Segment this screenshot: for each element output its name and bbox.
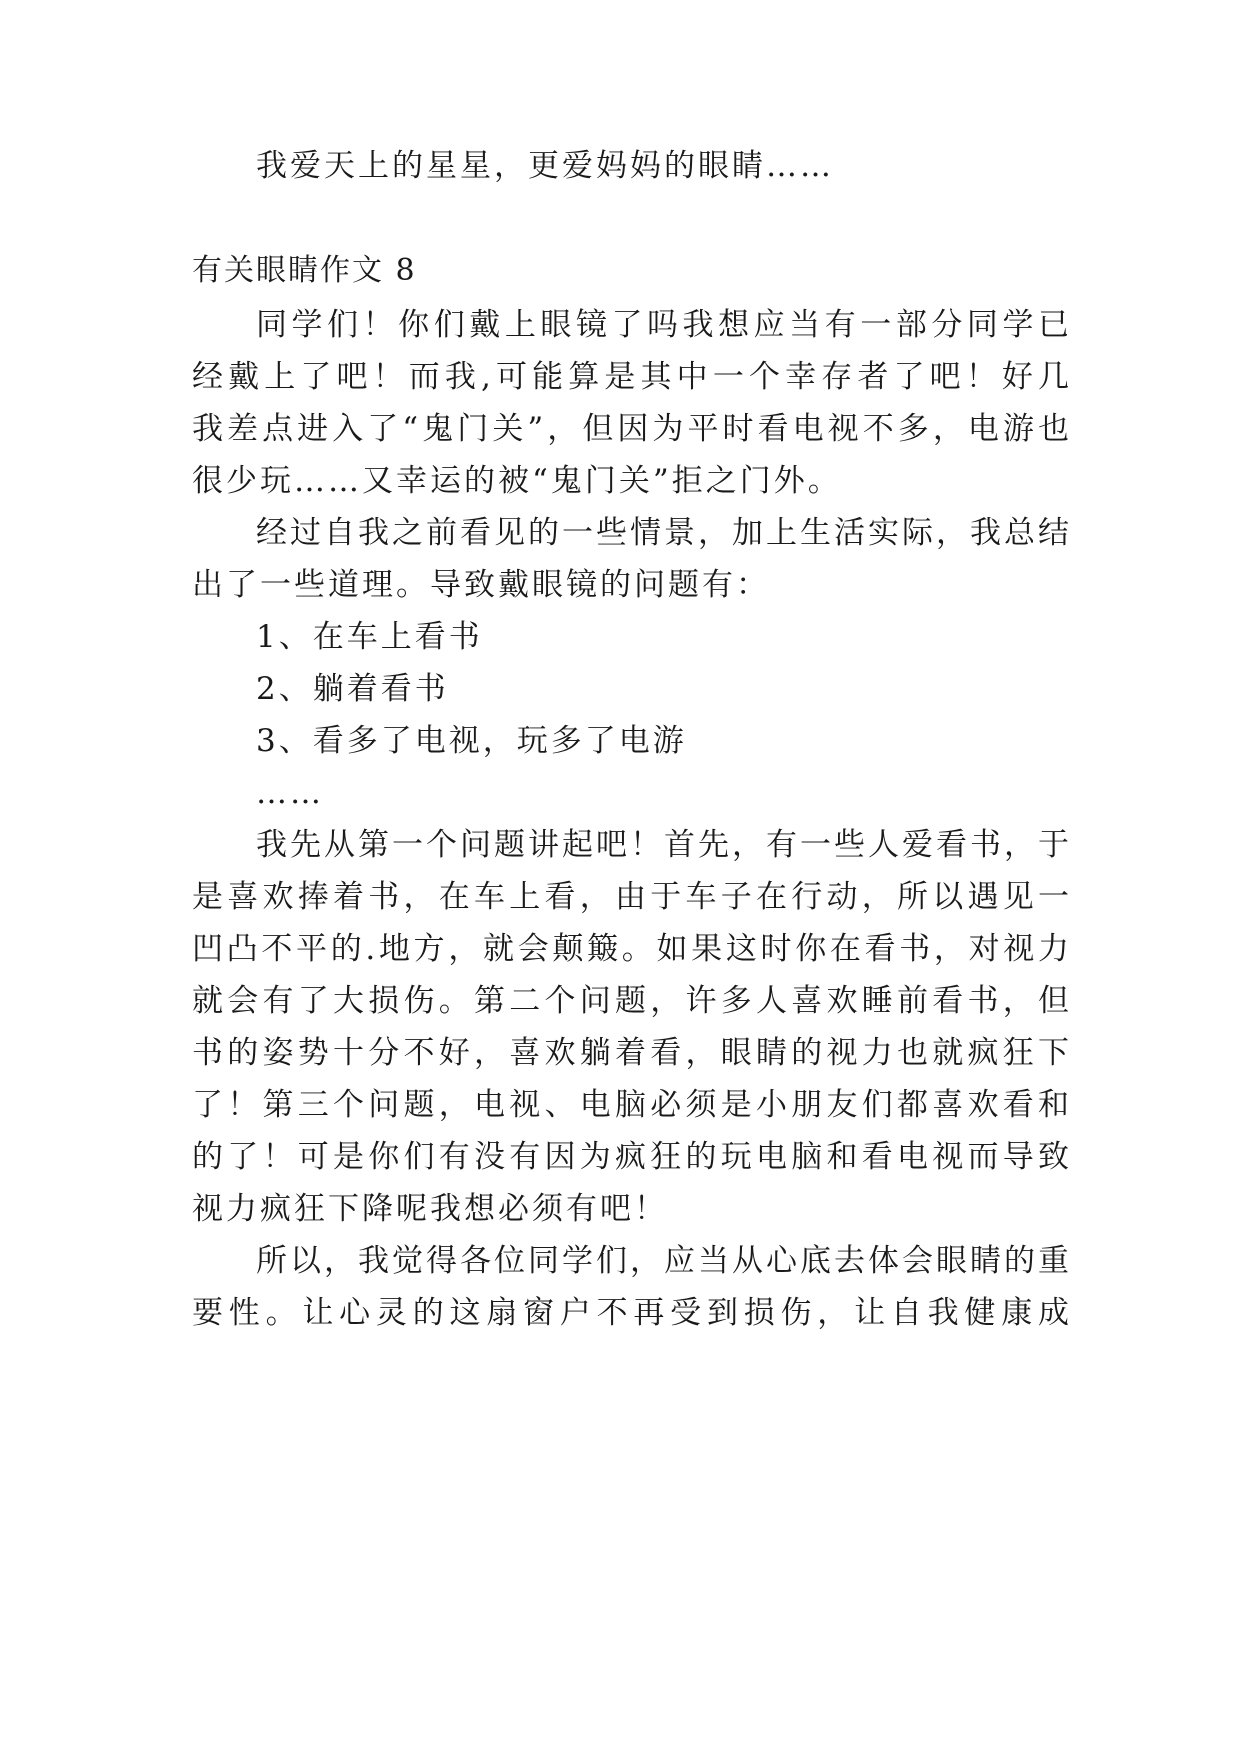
paragraph-1-line-2: 经戴上了吧！而我,可能算是其中一个幸存者了吧！好几 (192, 359, 1072, 395)
paragraph-3-line-5: 书的姿势十分不好，喜欢躺着看，眼睛的视力也就疯狂下 (192, 1035, 1072, 1071)
list-item: 2、躺着看书 (256, 671, 449, 707)
closing-line: 我爱天上的星星，更爱妈妈的眼睛…… (256, 148, 834, 184)
paragraph-3-line-2: 是喜欢捧着书，在车上看，由于车子在行动，所以遇见一 (192, 879, 1072, 915)
paragraph-3-line-3: 凹凸不平的.地方，就会颠簸。如果这时你在看书，对视力 (192, 931, 1072, 967)
paragraph-2-line-2: 出了一些道理。导致戴眼镜的问题有： (192, 567, 770, 603)
paragraph-3-line-1: 我先从第一个问题讲起吧！首先，有一些人爱看书，于 (256, 827, 1072, 863)
paragraph-3-line-6: 了！第三个问题，电视、电脑必须是小朋友们都喜欢看和 (192, 1087, 1072, 1123)
paragraph-1-line-4: 很少玩……又幸运的被“鬼门关”拒之门外。 (192, 463, 842, 499)
paragraph-3-line-4: 就会有了大损伤。第二个问题，许多人喜欢睡前看书，但 (192, 983, 1072, 1019)
list-item: 1、在车上看书 (256, 619, 483, 655)
paragraph-3-line-8: 视力疯狂下降呢我想必须有吧！ (192, 1191, 668, 1227)
paragraph-1-line-1: 同学们！你们戴上眼镜了吗我想应当有一部分同学已 (256, 307, 1072, 343)
paragraph-4-line-1: 所以，我觉得各位同学们，应当从心底去体会眼睛的重 (256, 1243, 1072, 1279)
paragraph-4-line-2: 要性。让心灵的这扇窗户不再受到损伤，让自我健康成 (192, 1295, 1072, 1331)
paragraph-3-line-7: 的了！可是你们有没有因为疯狂的玩电脑和看电视而导致 (192, 1139, 1072, 1175)
paragraph-1-line-3: 我差点进入了“鬼门关”，但因为平时看电视不多，电游也 (192, 411, 1072, 447)
list-ellipsis: …… (256, 775, 324, 811)
list-item: 3、看多了电视，玩多了电游 (256, 723, 687, 759)
essay-title: 有关眼睛作文 8 (192, 253, 417, 288)
paragraph-2-line-1: 经过自我之前看见的一些情景，加上生活实际，我总结 (256, 515, 1072, 551)
